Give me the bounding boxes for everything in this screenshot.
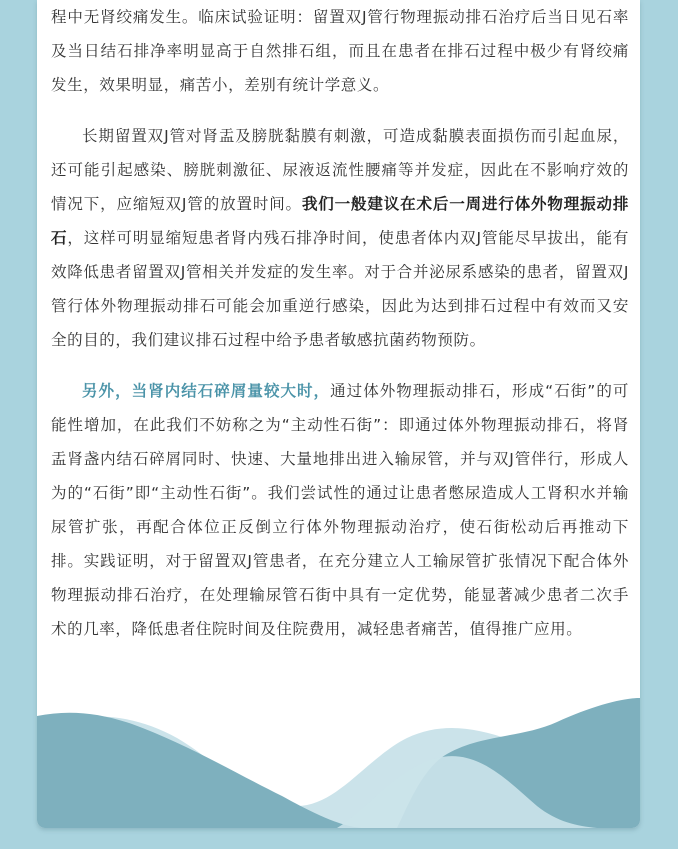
paragraph-3-text: 通过体外物理振动排石，形成“石街”的可能性增加，在此我们不妨称之为“主动性石街”：即通过体外物理振动排石，将肾盂肾盏内结石碎屑同时、快速、大量地排出进入输尿管，并与双J管伴行，形成人为的“石街”即“主动性石街”。我们尝试性的通过让患者憋尿造成人工肾积水并输尿管扩张，再配合体位正反倒立行体外物理振动治疗，使石街松动后再推动下排。实践证明，对于留置双J管患者，在充分建立人工输尿管扩张情况下配合体外物理振动排石治疗，在处理输尿管石街中具有一定优势，能显著减少患者二次手术的几率，降低患者住院时间及住院费用，减轻患者痛苦，值得推广应用。	[51, 382, 629, 638]
decorative-wave-footer	[37, 698, 640, 828]
paragraph-1	[51, 0, 629, 102]
article-card	[37, 0, 640, 828]
paragraph-1-text: 程中无肾绞痛发生。临床试验证明：留置双J管行物理振动排石治疗后当日见石率及当日结石排净率明显高于自然排石组，而且在患者在排石过程中极少有肾绞痛发生，效果明显，痛苦小，差别有统计学意义。	[51, 8, 629, 94]
paragraph-2-bold-recommendation: 我们一般建议在术后一周进行体外物理振动排石	[51, 195, 629, 247]
paragraph-3-highlight: 另外，当肾内结石碎屑量较大时，	[82, 382, 331, 400]
paragraph-3	[51, 374, 629, 646]
article-body	[51, 0, 629, 646]
paragraph-2-text-b: ，这样可明显缩短患者肾内残石排净时间，使患者体内双J管能尽早拔出，能有效降低患者留置双J管相关并发症的发生率。对于合并泌尿系感染的患者，留置双J管行体外物理振动排石可能会加重逆行感染，因此为达到排石过程中有效而又安全的目的，我们建议排石过程中给予患者敏感抗菌药物预防。	[51, 229, 629, 349]
paragraph-2	[51, 119, 629, 357]
paragraph-2-text-a: 长期留置双J管对肾盂及膀胱黏膜有刺激，可造成黏膜表面损伤而引起血尿，还可能引起感染、膀胱刺激征、尿液返流性腰痛等并发症，因此在不影响疗效的情况下，应缩短双J管的放置时间。	[51, 127, 629, 213]
